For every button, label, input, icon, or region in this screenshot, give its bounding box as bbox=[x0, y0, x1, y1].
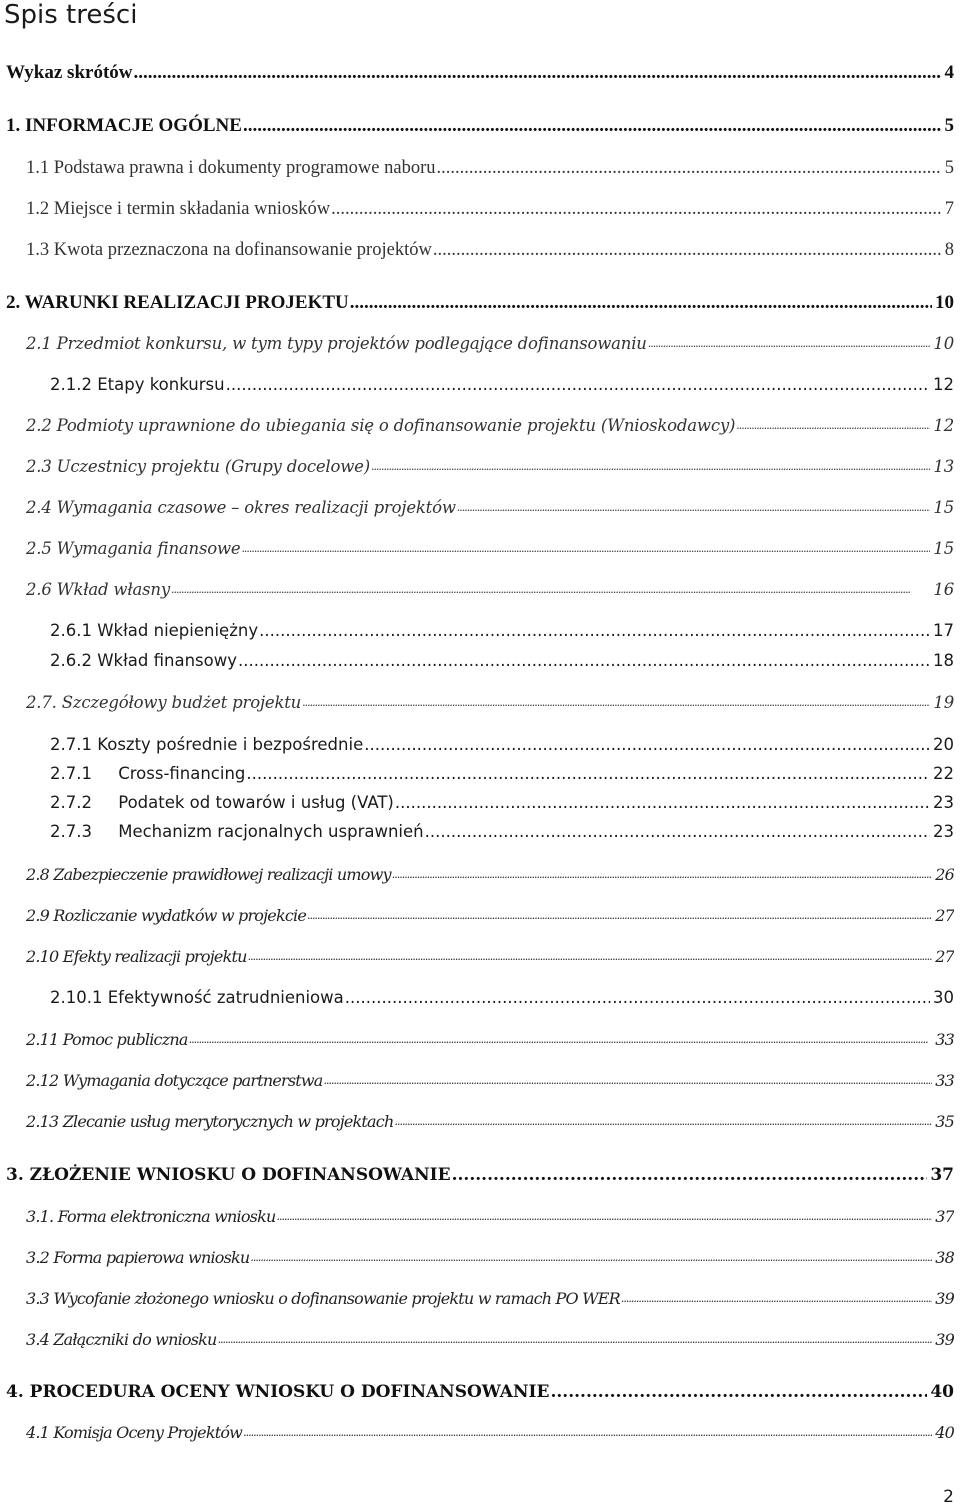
toc-entry[interactable] bbox=[26, 414, 954, 438]
toc-entry-label: 2.6 Wkład własny bbox=[26, 580, 170, 599]
toc-entry[interactable] bbox=[26, 1287, 954, 1311]
toc-entry-label: 2.7.2 Podatek od towarów i usług (VAT) bbox=[50, 793, 394, 812]
toc-leader-dots bbox=[218, 1328, 933, 1352]
toc-entry[interactable] bbox=[26, 863, 954, 887]
toc-leader-dots bbox=[550, 1380, 927, 1404]
toc-entry-page: 38 bbox=[935, 1248, 954, 1267]
toc-entry-page: 4 bbox=[944, 62, 954, 83]
toc-entry-page: 33 bbox=[935, 1071, 954, 1090]
toc-entry-label: 3.4 Załączniki do wniosku bbox=[26, 1330, 217, 1349]
toc-entry[interactable] bbox=[6, 1163, 954, 1187]
toc-entry[interactable] bbox=[50, 733, 954, 757]
toc-leader-dots bbox=[238, 649, 930, 673]
page-number: 2 bbox=[943, 1487, 954, 1507]
toc-entry[interactable] bbox=[50, 619, 954, 643]
toc-entry-page: 37 bbox=[935, 1207, 954, 1226]
toc-entry-label: 4. PROCEDURA OCENY WNIOSKU O DOFINANSOWANIE bbox=[6, 1382, 550, 1402]
toc-entry[interactable] bbox=[50, 820, 954, 844]
toc-leader-dots bbox=[307, 904, 932, 928]
toc-entry-page: 13 bbox=[933, 457, 954, 476]
toc-entry[interactable] bbox=[26, 945, 954, 969]
toc-entry[interactable] bbox=[26, 455, 954, 479]
toc-entry[interactable] bbox=[26, 1246, 954, 1270]
toc-leader-dots bbox=[457, 496, 931, 520]
toc-entry[interactable] bbox=[6, 1380, 954, 1404]
toc-entry[interactable] bbox=[50, 373, 954, 397]
toc-entry-page: 5 bbox=[944, 115, 954, 136]
toc-leader-dots bbox=[350, 291, 932, 315]
toc-entry[interactable] bbox=[26, 1110, 954, 1134]
toc-leader-dots bbox=[331, 197, 942, 221]
toc-entry[interactable] bbox=[26, 691, 954, 715]
toc-leader-dots bbox=[436, 156, 941, 180]
toc-leader-dots bbox=[648, 332, 931, 356]
toc-leader-dots bbox=[364, 733, 930, 757]
toc-leader-dots bbox=[243, 114, 942, 138]
toc-leader-dots bbox=[259, 619, 930, 643]
toc-entry-label: 2.7.1 Cross-financing bbox=[50, 764, 246, 783]
toc-entry-page: 10 bbox=[935, 292, 954, 313]
toc-entry-page: 18 bbox=[933, 651, 954, 670]
toc-leader-dots bbox=[243, 1421, 932, 1445]
toc-entry[interactable] bbox=[26, 1205, 954, 1229]
toc-leader-dots bbox=[452, 1163, 928, 1187]
toc-leader-dots bbox=[621, 1287, 932, 1311]
toc-entry-label: 2.1.2 Etapy konkursu bbox=[50, 375, 225, 394]
toc-entry[interactable] bbox=[26, 156, 954, 180]
toc-entry-page: 39 bbox=[935, 1330, 954, 1349]
toc-entry[interactable] bbox=[50, 791, 954, 815]
toc-entry[interactable] bbox=[26, 578, 954, 602]
toc-entry-page: 15 bbox=[933, 498, 954, 517]
toc-entry-label: 2.8 Zabezpieczenie prawidłowej realizacji umowy bbox=[26, 865, 391, 884]
toc-entry-page: 27 bbox=[935, 947, 954, 966]
toc-entry-label: 2.2 Podmioty uprawnione do ubiegania się o dofinansowanie projektu (Wnioskodawcy) bbox=[26, 416, 736, 435]
toc-leader-dots bbox=[345, 986, 930, 1010]
toc-entry[interactable] bbox=[26, 1421, 954, 1445]
toc-entry[interactable] bbox=[50, 762, 954, 786]
toc-entry-page: 39 bbox=[935, 1289, 954, 1308]
toc-entry[interactable] bbox=[26, 197, 954, 221]
toc-leader-dots bbox=[395, 791, 930, 815]
toc-entry[interactable] bbox=[6, 61, 954, 85]
toc-leader-dots bbox=[134, 61, 942, 85]
toc-entry-label: 2.6.1 Wkład niepieniężny bbox=[50, 621, 259, 640]
toc-entry-page: 12 bbox=[933, 416, 954, 435]
toc-entry-label: 4.1 Komisja Oceny Projektów bbox=[26, 1423, 243, 1442]
toc-entry-page: 22 bbox=[933, 764, 954, 783]
toc-entry-label: 2. WARUNKI REALIZACJI PROJEKTU bbox=[6, 292, 349, 313]
toc-entry-label: 2.5 Wymagania finansowe bbox=[26, 539, 241, 558]
toc-leader-dots bbox=[425, 820, 930, 844]
toc-entry-page: 26 bbox=[935, 865, 954, 884]
toc-entry-page: 30 bbox=[933, 988, 954, 1007]
toc-entry-page: 23 bbox=[933, 793, 954, 812]
toc-leader-dots bbox=[189, 1028, 933, 1052]
toc-leader-dots bbox=[433, 238, 942, 262]
toc-leader-dots bbox=[277, 1205, 933, 1229]
toc-entry-page: 35 bbox=[935, 1112, 954, 1131]
toc-entry[interactable] bbox=[50, 649, 954, 673]
toc-entry-page: 27 bbox=[935, 906, 954, 925]
toc-entry[interactable] bbox=[26, 904, 954, 928]
toc-entry-page: 8 bbox=[944, 240, 954, 260]
toc-entry-label: 1.1 Podstawa prawna i dokumenty programowe naboru bbox=[26, 158, 436, 178]
toc-entry-label: 2.7.1 Koszty pośrednie i bezpośrednie bbox=[50, 735, 364, 754]
toc-entry-label: 2.7. Szczegółowy budżet projektu bbox=[26, 693, 302, 712]
toc-entry-label: 2.10.1 Efektywność zatrudnieniowa bbox=[50, 988, 344, 1007]
toc-entry[interactable] bbox=[26, 1028, 954, 1052]
toc-entry-page: 10 bbox=[933, 334, 954, 353]
toc-entry-label: 2.7.3 Mechanizm racjonalnych usprawnień bbox=[50, 822, 424, 841]
toc-entry-label: 2.4 Wymagania czasowe – okres realizacji projektów bbox=[26, 498, 456, 517]
toc-entry[interactable] bbox=[26, 238, 954, 262]
toc-entry-label: 3. ZŁOŻENIE WNIOSKU O DOFINANSOWANIE bbox=[6, 1165, 451, 1185]
toc-entry-label: 1.2 Miejsce i termin składania wniosków bbox=[26, 199, 331, 219]
toc-leader-dots bbox=[246, 762, 930, 786]
toc-entry-label: 2.6.2 Wkład finansowy bbox=[50, 651, 237, 670]
toc-entry-page: 33 bbox=[935, 1030, 954, 1049]
toc-leader-dots bbox=[302, 691, 930, 715]
toc-entry-page: 19 bbox=[933, 693, 954, 712]
toc-entry-label: 1.3 Kwota przeznaczona na dofinansowanie projektów bbox=[26, 240, 432, 260]
toc-leader-dots bbox=[241, 537, 930, 561]
toc-entry-label: Wykaz skrótów bbox=[6, 62, 133, 83]
toc-leader-dots bbox=[392, 863, 932, 887]
toc-entry-page: 12 bbox=[933, 375, 954, 394]
toc-leader-dots bbox=[371, 455, 930, 479]
toc-entry-label: 2.9 Rozliczanie wydatków w projekcie bbox=[26, 906, 307, 925]
toc-entry-label: 3.1. Forma elektroniczna wniosku bbox=[26, 1207, 276, 1226]
toc-entry-label: 3.2 Forma papierowa wniosku bbox=[26, 1248, 250, 1267]
toc-entry-label: 2.11 Pomoc publiczna bbox=[26, 1030, 188, 1049]
toc-entry-page: 40 bbox=[930, 1382, 954, 1402]
toc-leader-dots bbox=[226, 373, 930, 397]
toc-entry-label: 3.3 Wycofanie złożonego wniosku o dofinansowanie projektu w ramach PO WER bbox=[26, 1289, 620, 1308]
toc-leader-dots bbox=[394, 1110, 932, 1134]
toc-entry[interactable] bbox=[6, 114, 954, 138]
toc-entry-label: 2.3 Uczestnicy projektu (Grupy docelowe) bbox=[26, 457, 370, 476]
toc-entry[interactable] bbox=[26, 332, 954, 356]
toc-entry-page: 17 bbox=[933, 621, 954, 640]
toc-entry-page: 5 bbox=[944, 158, 954, 178]
toc-entry[interactable] bbox=[6, 291, 954, 315]
toc-entry[interactable] bbox=[26, 537, 954, 561]
toc-entry-label: 2.12 Wymagania dotyczące partnerstwa bbox=[26, 1071, 323, 1090]
toc-entry-page: 40 bbox=[935, 1423, 954, 1442]
toc-entry-label: 1. INFORMACJE OGÓLNE bbox=[6, 115, 242, 136]
toc-entry-page: 15 bbox=[933, 539, 954, 558]
toc-leader-dots bbox=[324, 1069, 933, 1093]
toc-entry-label: 2.10 Efekty realizacji projektu bbox=[26, 947, 247, 966]
toc-entry-page: 20 bbox=[933, 735, 954, 754]
toc-entry-page: 16 bbox=[933, 580, 954, 599]
toc-entry-label: 2.1 Przedmiot konkursu, w tym typy projektów podlegające dofinansowaniu bbox=[26, 334, 647, 353]
toc-entry-page: 7 bbox=[944, 199, 954, 219]
toc-leader-dots bbox=[171, 578, 930, 602]
toc-leader-dots bbox=[248, 945, 933, 969]
toc-entry[interactable] bbox=[26, 496, 954, 520]
toc-entry-page: 37 bbox=[930, 1165, 954, 1185]
toc-entry[interactable] bbox=[26, 1069, 954, 1093]
toc-leader-dots bbox=[736, 414, 930, 438]
toc-entry-page: 23 bbox=[933, 822, 954, 841]
toc-entry-label: 2.13 Zlecanie usług merytorycznych w projektach bbox=[26, 1112, 394, 1131]
page-title: Spis treści bbox=[4, 0, 138, 30]
toc-entry[interactable] bbox=[50, 986, 954, 1010]
toc-entry[interactable] bbox=[26, 1328, 954, 1352]
toc-leader-dots bbox=[250, 1246, 932, 1270]
